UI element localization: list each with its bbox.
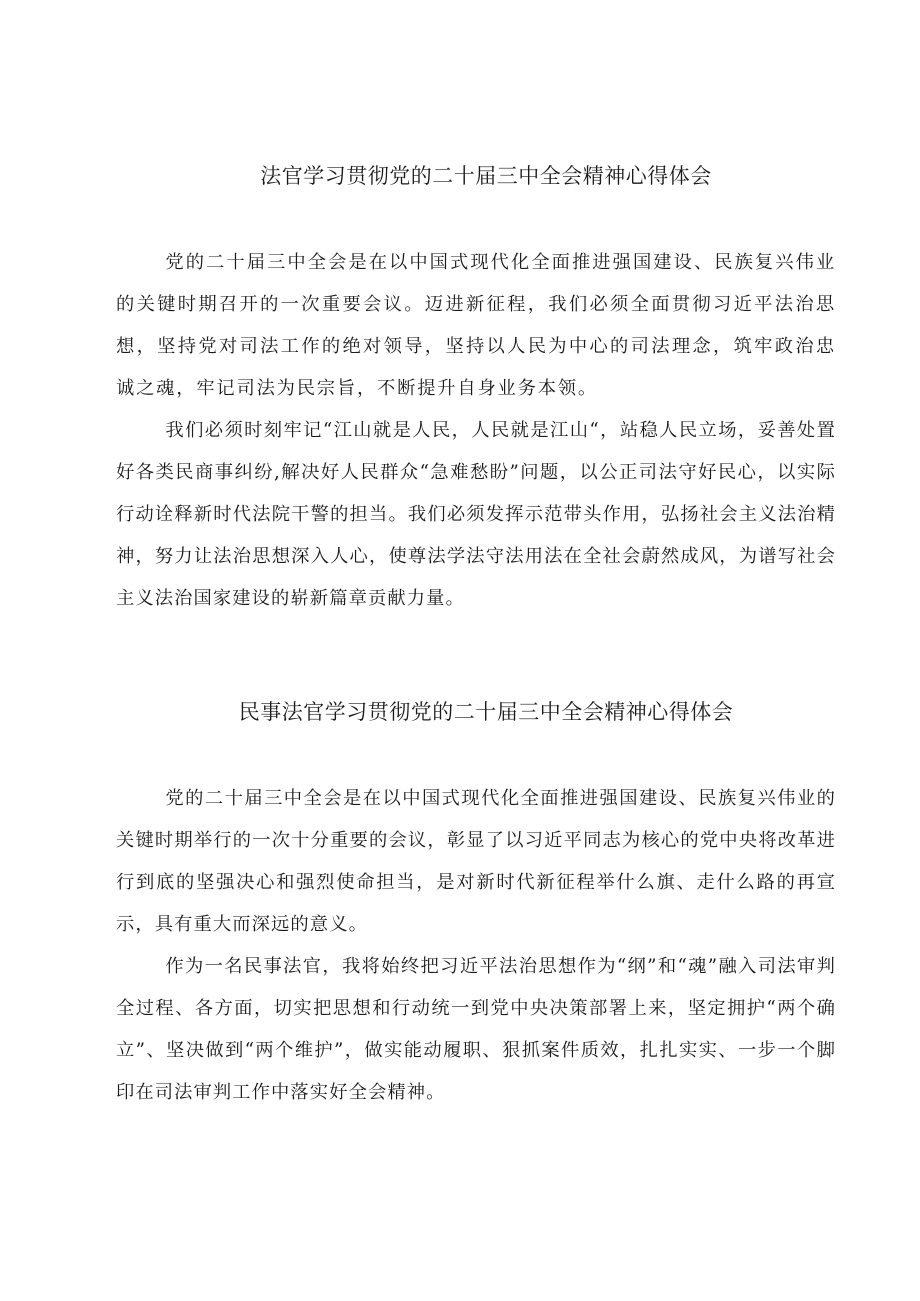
section-judge-reflection — [116, 160, 836, 620]
section-title: 法官学习贯彻党的二十届三中全会精神心得体会 — [260, 164, 712, 188]
body-paragraph: 我们必须时刻牢记“江山就是人民，人民就是江山“，站稳人民立场，妥善处置好各类民商事纠纷,解决好人民群众“急难愁盼”问题，以公正司法守好民心，以实际行动诠释新时代法院干警的担当。我们必须发挥示范带头作用，弘扬社会主义法治精神，努力让法治思想深入人心，使尊法学法守法用法在全社会蔚然成风，为谱写社会主义法治国家建设的崭新篇章贡献力量。 — [116, 420, 836, 609]
section-title: 民事法官学习贯彻党的二十届三中全会精神心得体会 — [238, 700, 734, 724]
section-civil-judge-reflection — [116, 696, 836, 1114]
body-paragraph: 作为一名民事法官，我将始终把习近平法治思想作为“纲”和“魂”融入司法审判全过程、各方面，切实把思想和行动统一到党中央决策部署上来，坚定拥护“两个确立”、坚决做到“两个维护”，做实能动履职、狠抓案件质效，扎扎实实、一步一个脚印在司法审判工作中落实好全会精神。 — [116, 956, 836, 1103]
body-paragraph: 党的二十届三中全会是在以中国式现代化全面推进强国建设、民族复兴伟业的关键时期举行的一次十分重要的会议，彰显了以习近平同志为核心的党中央将改革进行到底的坚强决心和强烈使命担当，是对新时代新征程举什么旗、走什么路的再宣示，具有重大而深远的意义。 — [116, 788, 836, 935]
body-paragraph: 党的二十届三中全会是在以中国式现代化全面推进强国建设、民族复兴伟业的关键时期召开的一次重要会议。迈进新征程，我们必须全面贯彻习近平法治思想，坚持党对司法工作的绝对领导，坚持以人民为中心的司法理念，筑牢政治忠诚之魂，牢记司法为民宗旨，不断提升自身业务本领。 — [116, 252, 836, 399]
